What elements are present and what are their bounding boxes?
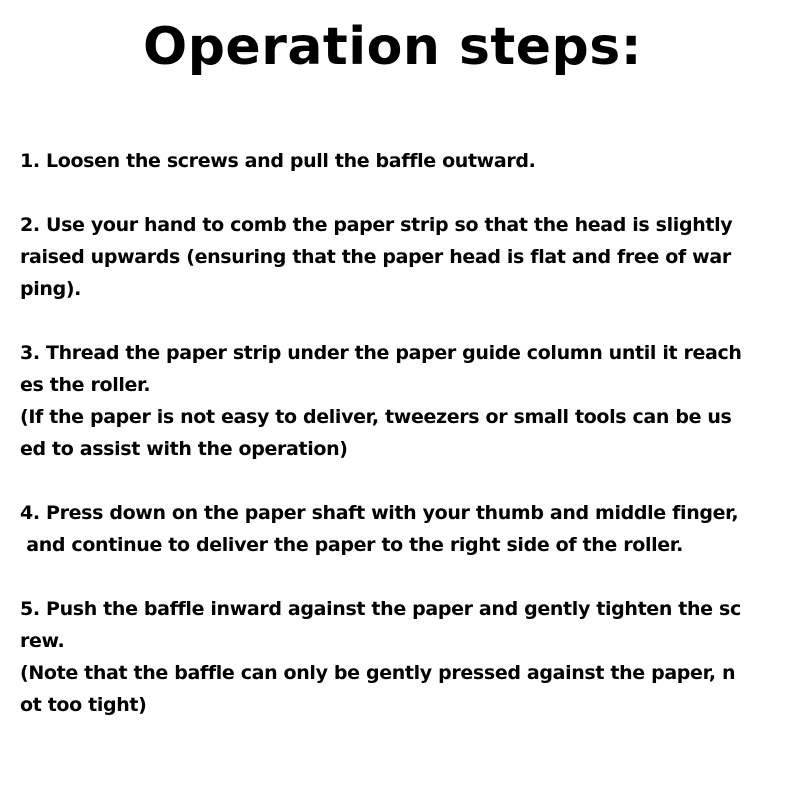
step-line: ping). [20,278,82,300]
step-line: and continue to deliver the paper to the right side of the roller. [20,534,683,556]
step-line: 2. Use your hand to comb the paper strip so that the head is slightly [20,214,733,236]
step-line: es the roller. [20,374,151,396]
step-line: raised upwards (ensuring that the paper head is flat and free of war [20,246,731,268]
step-3 [20,337,790,465]
step-1 [20,145,790,177]
page-title: Operation steps: [143,17,643,77]
step-spacer [20,305,790,337]
step-line: rew. [20,630,65,652]
step-2 [20,209,790,305]
step-line: 3. Thread the paper strip under the paper guide column until it reach [20,342,742,364]
step-spacer [20,465,790,497]
step-line: 5. Push the baffle inward against the paper and gently tighten the sc [20,598,741,620]
step-spacer [20,177,790,209]
step-line: ot too tight) [20,694,147,716]
step-4 [20,497,790,561]
step-spacer [20,561,790,593]
step-line: 4. Press down on the paper shaft with your thumb and middle finger, [20,502,739,524]
step-line: 1. Loosen the screws and pull the baffle outward. [20,150,536,172]
step-5 [20,593,790,721]
step-line: ed to assist with the operation) [20,438,348,460]
step-line: (If the paper is not easy to deliver, tweezers or small tools can be us [20,406,732,428]
step-line: (Note that the baffle can only be gently pressed against the paper, n [20,662,736,684]
steps-list [20,145,790,721]
